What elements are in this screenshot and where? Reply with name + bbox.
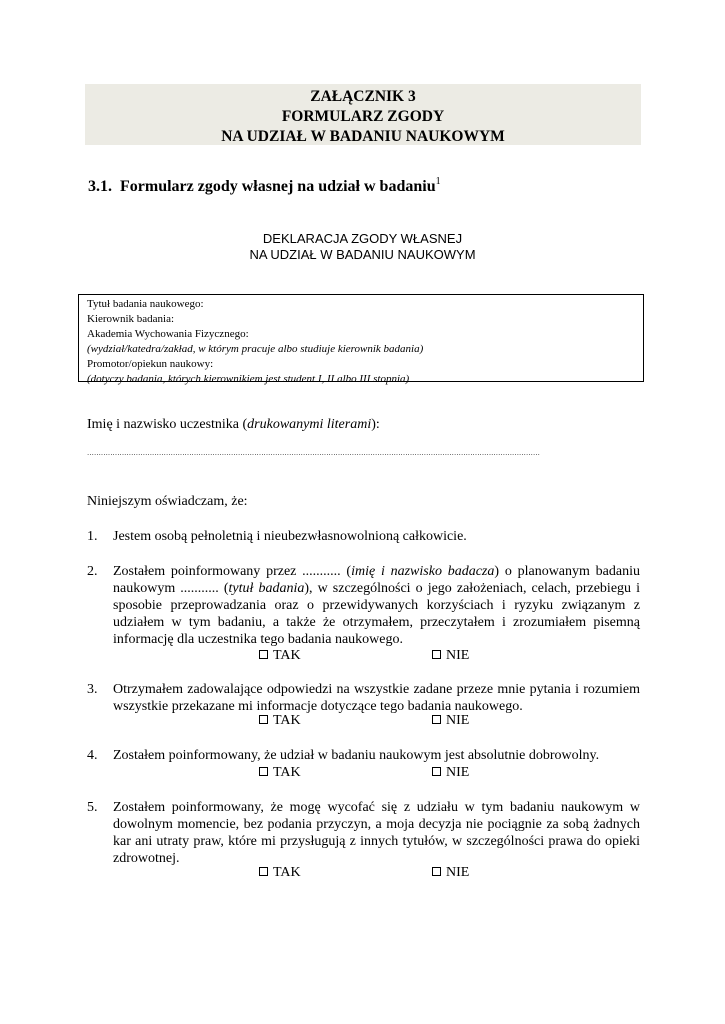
no-option[interactable] bbox=[432, 865, 469, 881]
answers-4 bbox=[0, 765, 725, 782]
yes-label: TAK bbox=[273, 865, 301, 880]
study-info-box bbox=[78, 294, 644, 385]
participant-name-label bbox=[87, 417, 380, 433]
yes-label: TAK bbox=[273, 713, 301, 728]
answers-5 bbox=[0, 865, 725, 882]
no-label: NIE bbox=[446, 865, 470, 880]
no-option[interactable] bbox=[432, 765, 469, 781]
statement-number: 2. bbox=[87, 564, 98, 579]
study-manager-label: Kierownik badania: bbox=[87, 313, 175, 325]
supervisor-note: (dotyczy badania, których kierownikiem jest student I, II albo III stopnia) bbox=[87, 373, 410, 385]
statement-text-part: ) o planowanym badaniu naukowym ........... ( bbox=[113, 564, 640, 596]
yes-label: TAK bbox=[273, 765, 301, 780]
appendix-header bbox=[85, 84, 641, 145]
checkbox-icon[interactable] bbox=[259, 650, 268, 659]
statement-text: Otrzymałem zadowalające odpowiedzi na wszystkie zadane przeze mnie pytania i rozumiem wszystkie przekazane mi informacje dotyczące tego badania naukowego. bbox=[113, 682, 640, 714]
academy-note-text: (wydział/katedra/zakład, w którym pracuje albo studiuje kierownik badania) bbox=[87, 343, 424, 355]
statement-text: Zostałem poinformowany, że mogę wycofać się z udziału w tym badaniu naukowym w dowolnym momencie, bez podania przyczyn, a moja decyzja nie pociągnie za sobą żadnych kar ani utraty praw, które mi przysługują z innych tytułów, w szczególności prawa do opieki zdrowotnej. bbox=[113, 800, 640, 866]
answers-2 bbox=[0, 648, 725, 665]
statement-number: 5. bbox=[87, 800, 98, 815]
participant-name-field[interactable]: ................................................................................................................................................................................................... bbox=[87, 448, 540, 457]
declaration-heading bbox=[0, 231, 725, 263]
statement-text-italic: tytuł badania bbox=[228, 581, 305, 596]
yes-option[interactable] bbox=[259, 648, 301, 664]
appendix-title: ZAŁĄCZNIK 3 bbox=[310, 88, 416, 105]
statement-text-part: Zostałem poinformowany przez ........... ( bbox=[113, 564, 352, 579]
checkbox-icon[interactable] bbox=[432, 767, 441, 776]
statement-text: Jestem osobą pełnoletnią i nieubezwłasnowolnioną całkowicie. bbox=[113, 529, 467, 544]
statement-text-part: ), w szczególności o jego założeniach, celach, przebiegu i sposobie przeprowadzania oraz o przewidywanych korzyściach i ryzyku związanym z udziałem w tym badaniu, a także że otrzymałem, przeczytałem i zrozumiałem pisemną informację dla uczestnika tego badania naukowego. bbox=[113, 581, 640, 647]
participant-label-text: Imię i nazwisko uczestnika ( bbox=[87, 417, 248, 432]
yes-option[interactable] bbox=[259, 865, 301, 881]
answers-3 bbox=[0, 713, 725, 730]
yes-option[interactable] bbox=[259, 765, 301, 781]
no-label: NIE bbox=[446, 765, 470, 780]
checkbox-icon[interactable] bbox=[432, 715, 441, 724]
study-title-label: Tytuł badania naukowego: bbox=[87, 298, 204, 310]
supervisor-label: Promotor/opiekun naukowy: bbox=[87, 358, 214, 370]
footnote-marker: 1 bbox=[435, 176, 441, 187]
no-option[interactable] bbox=[432, 713, 469, 729]
statement-2 bbox=[87, 563, 640, 648]
yes-option[interactable] bbox=[259, 713, 301, 729]
no-option[interactable] bbox=[432, 648, 469, 664]
checkbox-icon[interactable] bbox=[259, 867, 268, 876]
statement-4 bbox=[87, 747, 640, 764]
checkbox-icon[interactable] bbox=[432, 650, 441, 659]
participant-label-italic: drukowanymi literami bbox=[247, 417, 372, 432]
no-label: NIE bbox=[446, 713, 470, 728]
checkbox-icon[interactable] bbox=[432, 867, 441, 876]
academy-note bbox=[87, 342, 635, 357]
academy-label: Akademia Wychowania Fizycznego: bbox=[87, 328, 249, 340]
statement-number: 1. bbox=[87, 529, 98, 544]
statement-1 bbox=[87, 528, 640, 545]
form-subtitle: NA UDZIAŁ W BADANIU NAUKOWYM bbox=[221, 128, 505, 145]
statement-5 bbox=[87, 799, 640, 867]
form-title: FORMULARZ ZGODY bbox=[281, 108, 445, 125]
statement-text-italic: imię i nazwisko badacza bbox=[351, 564, 495, 579]
declaration-line-2: NA UDZIAŁ W BADANIU NAUKOWYM bbox=[249, 247, 476, 262]
checkbox-icon[interactable] bbox=[259, 715, 268, 724]
statement-text: Zostałem poinformowany, że udział w badaniu naukowym jest absolutnie dobrowolny. bbox=[113, 748, 600, 763]
checkbox-icon[interactable] bbox=[259, 767, 268, 776]
no-label: NIE bbox=[446, 648, 470, 663]
section-heading bbox=[88, 178, 441, 196]
section-title: Formularz zgody własnej na udział w badaniu bbox=[120, 178, 436, 195]
yes-label: TAK bbox=[273, 648, 301, 663]
statement-text bbox=[87, 563, 640, 648]
statement-number: 4. bbox=[87, 748, 98, 763]
participant-label-end: ): bbox=[371, 417, 380, 432]
declaration-intro: Niniejszym oświadczam, że: bbox=[87, 494, 248, 509]
declaration-line-1: DEKLARACJA ZGODY WŁASNEJ bbox=[262, 231, 463, 246]
section-number: 3.1. bbox=[88, 178, 112, 195]
statement-3 bbox=[87, 681, 640, 715]
statement-number: 3. bbox=[87, 682, 98, 697]
